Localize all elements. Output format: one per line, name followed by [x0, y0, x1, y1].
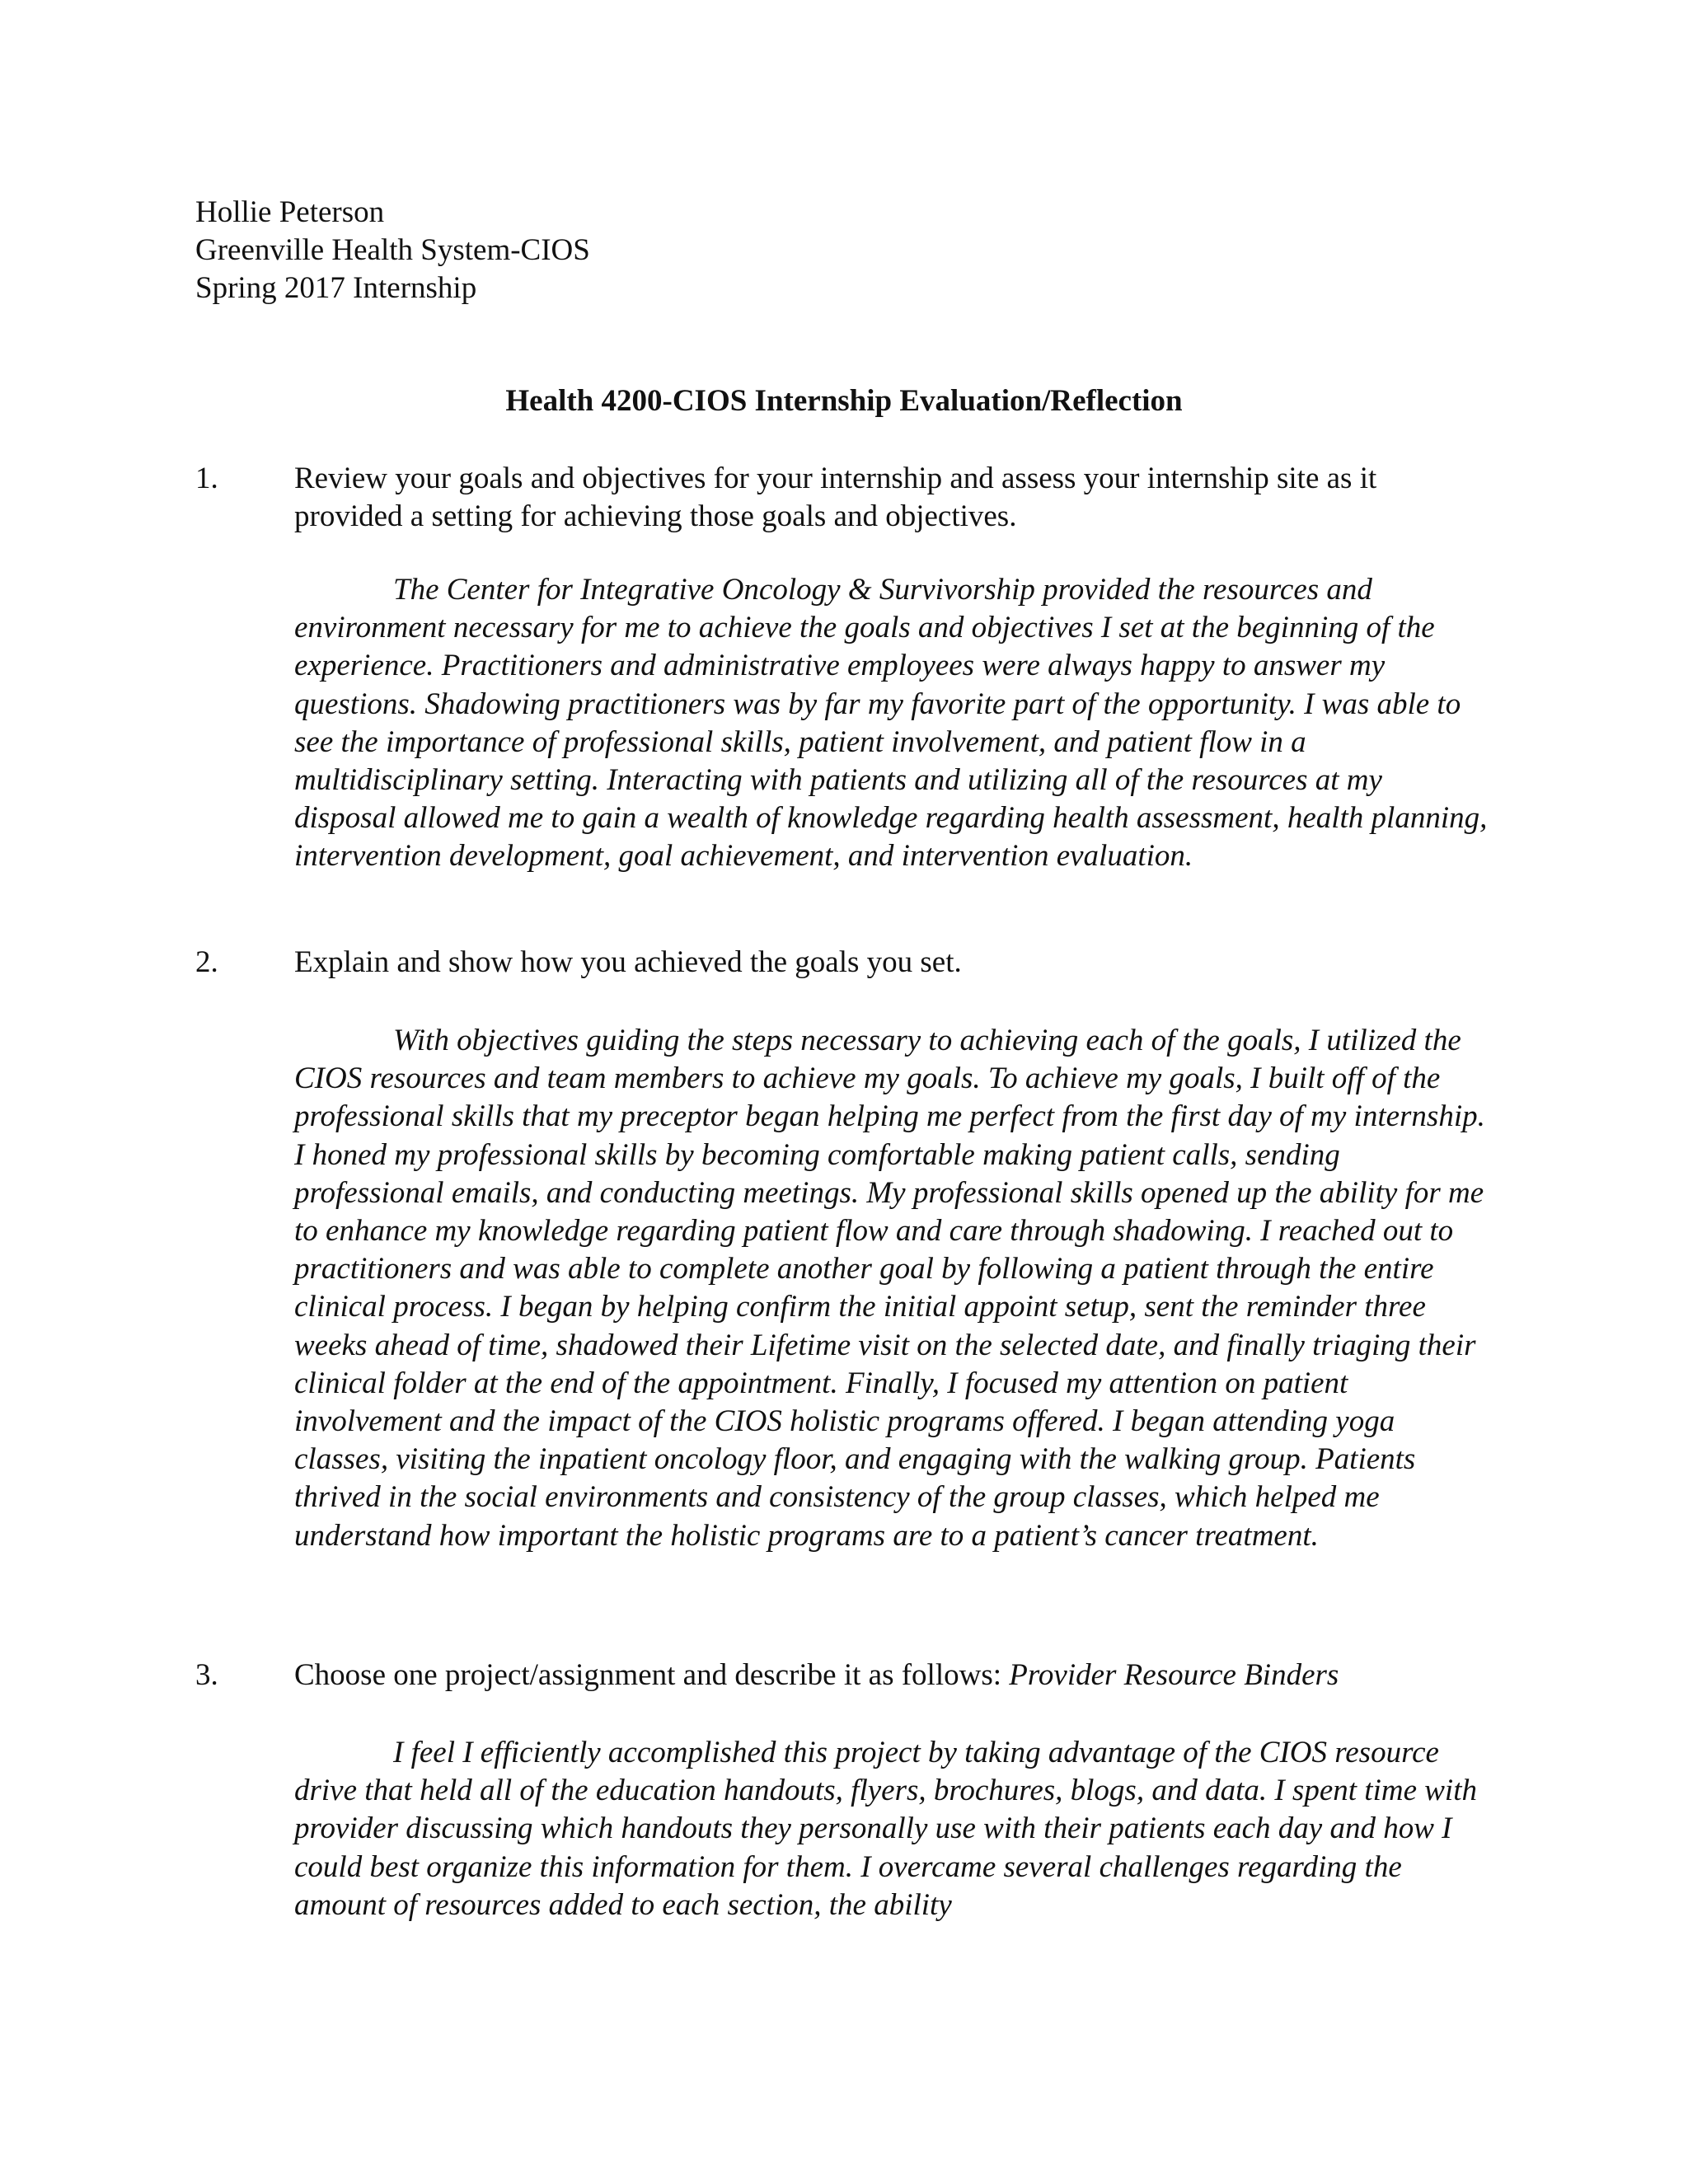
question-1-number: 1. — [195, 462, 218, 495]
document-header — [195, 194, 590, 307]
internship-term: Spring 2017 Internship — [195, 271, 477, 305]
author-name: Hollie Peterson — [195, 195, 385, 229]
question-2-number: 2. — [195, 945, 218, 979]
question-3-number: 3. — [195, 1658, 218, 1692]
question-2-answer: With objectives guiding the steps necessary to achieving each of the goals, I utilized the CIOS resources and team members to achieve my goals. To achieve my goals, I built off of the professional skills that my preceptor began helping me perfect from the first day of my internship. I honed my professional skills by becoming comfortable making patient calls, sending professional emails, and conducting meetings. My professional skills opened up the ability for me to enhance my knowledge regarding patient flow and care through shadowing. I reached out to practitioners and was able to complete another goal by following a patient through the entire clinical process. I began by helping confirm the initial appoint setup, sent the reminder three weeks ahead of time, shadowed their Lifetime visit on the selected date, and finally triaging their clinical folder at the end of the appointment. Finally, I focused my attention on patient involvement and the impact of the CIOS holistic programs offered. I began attending yoga classes, visiting the inpatient oncology floor, and engaging with the walking group. Patients thrived in the social environments and consistency of the group classes, which helped me understand how important the holistic programs are to a patient’s cancer treatment. — [294, 1024, 1485, 1553]
question-3-prompt: Choose one project/assignment and describe it as follows: — [294, 1658, 1002, 1692]
question-3-project-name: Provider Resource Binders — [1009, 1658, 1339, 1692]
document-title: Health 4200-CIOS Internship Evaluation/Reflection — [505, 384, 1183, 418]
question-1-answer: The Center for Integrative Oncology & Survivorship provided the resources and environment necessary for me to achieve the goals and objectives I set at the beginning of the experience. Practitioners and administrative employees were always happy to answer my questions. Shadowing practitioners was by far my favorite part of the opportunity. I was able to see the importance of professional skills, patient involvement, and patient flow in a multidisciplinary setting. Interacting with patients and utilizing all of the resources at my disposal allowed me to gain a wealth of knowledge regarding health assessment, health planning, intervention development, goal achievement, and intervention evaluation. — [294, 573, 1488, 874]
question-1-prompt: Review your goals and objectives for your internship and assess your internship site as it provided a setting for achieving those goals and objectives. — [294, 462, 1377, 533]
question-3-prompt-line — [294, 1657, 1481, 1694]
organization-name: Greenville Health System-CIOS — [195, 233, 590, 267]
question-3-answer: I feel I efficiently accomplished this project by taking advantage of the CIOS resource drive that held all of the education handouts, flyers, brochures, blogs, and data. I spent time with provider discussing which handouts they personally use with their patients each day and how I could best organize this information for them. I overcame several challenges regarding the amount of resources added to each section, the ability — [294, 1736, 1477, 1922]
question-2-prompt: Explain and show how you achieved the goals you set. — [294, 945, 962, 979]
